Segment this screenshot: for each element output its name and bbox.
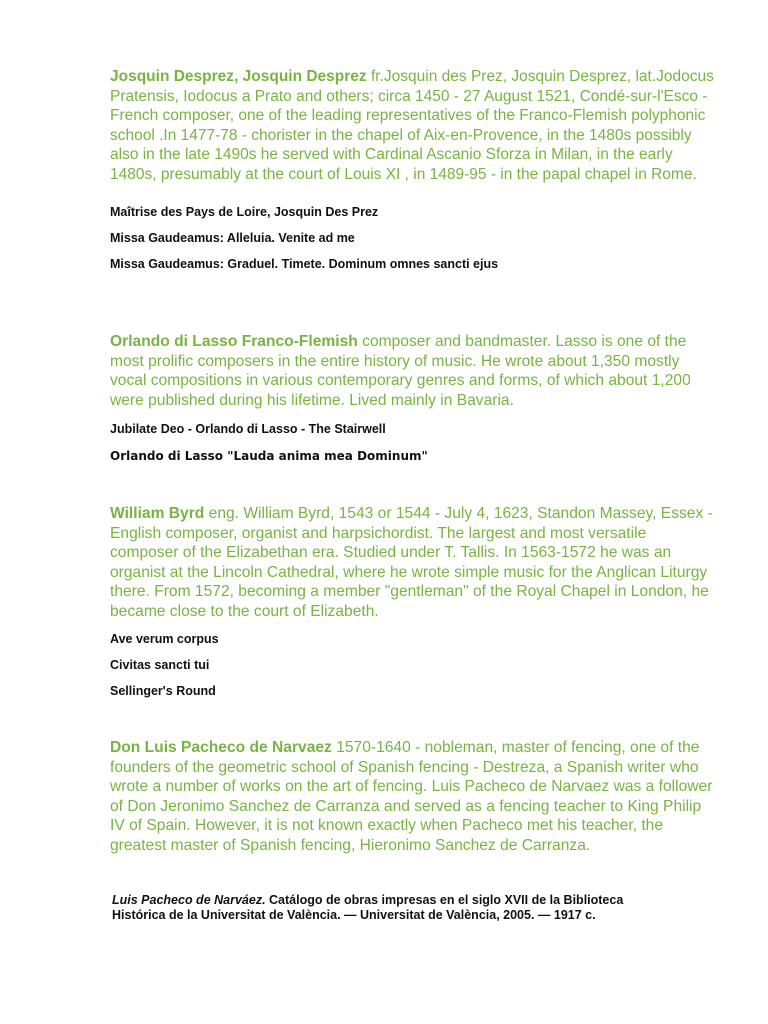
work-item: Orlando di Lasso "Lauda anima mea Dominum" [110,449,428,463]
bio-text-lasso: composer and bandmaster. Lasso is one of the most prolific composers in the entire history of music. He wrote about 1,350 mostly vocal compositions in various contemporary genres and forms, of which about 1,200 were published during his lifetime. Lived mainly in Bavaria. [110,333,691,409]
bio-text-pacheco: 1570-1640 - nobleman, master of fencing, one of the founders of the geometric school of Spanish fencing - Destreza, a Spanish writer who wrote a number of works on the art of fencing. Luis Pacheco de Narvaez was a follower of Don Jeronimo Sanchez de Carranza and served as a fencing teacher to King Philip IV of Spain. However, it is not known exactly when Pacheco met his teacher, the greatest master of Spanish fencing, Hieronimo Sanchez de Carranza. [110,739,713,854]
work-item: Jubilate Deo - Orlando di Lasso - The Stairwell [110,422,386,436]
composer-name-pacheco: Don Luis Pacheco de Narvaez [110,739,332,756]
composer-name-byrd: William Byrd [110,505,205,522]
work-item: Missa Gaudeamus: Graduel. Timete. Dominum omnes sancti ejus [110,257,499,271]
work-item: Maîtrise des Pays de Loire, Josquin Des Prez [110,205,379,219]
composer-name-lasso: Orlando di Lasso Franco-Flemish [110,333,358,350]
bio-josquin [110,67,716,184]
work-item: Missa Gaudeamus: Alleluia. Venite ad me [110,231,355,245]
work-item: Sellinger's Round [110,684,216,698]
bio-byrd [110,504,716,622]
citation-text: Catálogo de obras impresas en el siglo XVII de la Biblioteca Histórica de la Universitat de València. — Universitat de València, 2005. — 1917 c. [112,893,624,922]
bio-text-byrd: eng. William Byrd, 1543 or 1544 - July 4, 1623, Standon Massey, Essex - English composer, organist and harpsichordist. The largest and most versatile composer of the Elizabethan era. Studied under T. Tallis. In 1563-1572 he was an organist at the Lincoln Cathedral, where he wrote simple music for the Anglican Liturgy there. From 1572, becoming a member "gentleman" of the Royal Chapel in London, he became close to the court of Elizabeth. [110,505,713,620]
bio-pacheco [110,738,716,856]
work-item: Ave verum corpus [110,632,219,646]
bio-lasso [110,332,716,410]
citation [112,893,672,922]
citation-author: Luis Pacheco de Narváez. [112,893,266,907]
work-item: Civitas sancti tui [110,658,210,672]
composer-name-josquin: Josquin Desprez, Josquin Desprez [110,68,367,85]
bio-text-josquin: fr.Josquin des Prez, Josquin Desprez, lat.Jodocus Pratensis, Iodocus a Prato and others; circa 1450 - 27 August 1521, Condé-sur-l'Esco - French composer, one of the leading representatives of the Franco-Flemish polyphonic school .In 1477-78 - chorister in the chapel of Aix-en-Provence, in the 1480s possibly also in the late 1490s he served with Cardinal Ascanio Sforza in Milan, in the early 1480s, presumably at the court of Louis XI , in 1489-95 - in the papal chapel in Rome. [110,68,714,183]
